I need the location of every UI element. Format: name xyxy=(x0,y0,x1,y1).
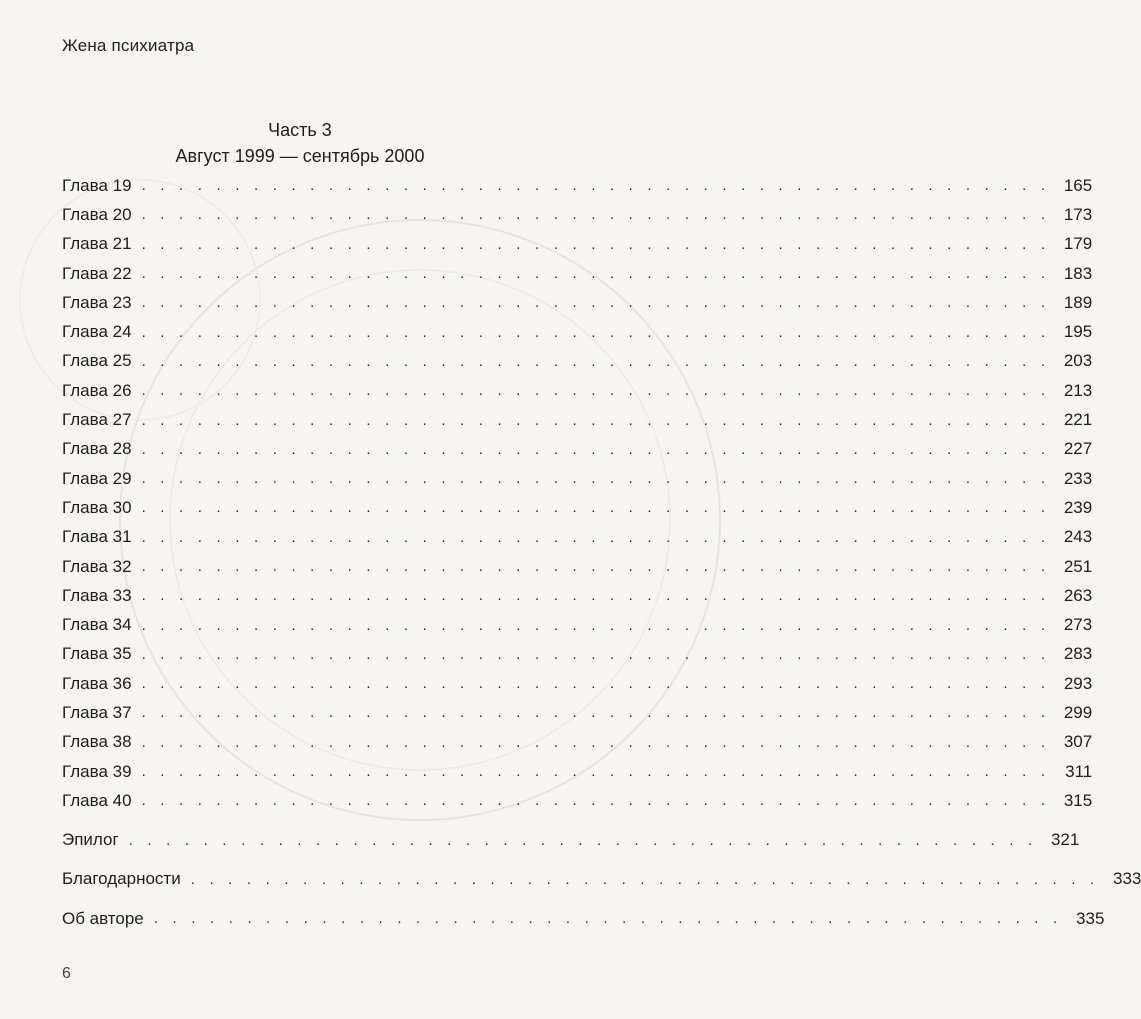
toc-dot-leader: . . . . . . . . . . . . . . . . . . . . . . . . . . . . . . . . . . . . . . . . . . . . . . . . . xyxy=(141,499,1051,517)
toc-dot-leader: . . . . . . . . . . . . . . . . . . . . . . . . . . . . . . . . . . . . . . . . . . . . . . . . . xyxy=(153,910,1063,928)
toc-entry-label: Глава 36 xyxy=(62,673,132,693)
toc-dot-leader: . . . . . . . . . . . . . . . . . . . . . . . . . . . . . . . . . . . . . . . . . . . . . . . . . xyxy=(141,177,1051,195)
toc-entry-label: Глава 19 xyxy=(62,175,132,195)
toc-entry-label: Глава 37 xyxy=(62,702,132,722)
toc-entry-label: Глава 35 xyxy=(62,644,132,664)
toc-page-number: 293 xyxy=(1063,673,1093,693)
toc-dot-leader: . . . . . . . . . . . . . . . . . . . . . . . . . . . . . . . . . . . . . . . . . . . . . . . . . xyxy=(141,235,1051,253)
toc-page-number: 321 xyxy=(1050,830,1080,850)
toc-entry-back-matter xyxy=(62,826,1080,855)
toc-entry-label: Глава 32 xyxy=(62,556,132,576)
toc-entry-label: Об авторе xyxy=(62,908,144,928)
page-number: 6 xyxy=(62,965,71,982)
toc-dot-leader: . . . . . . . . . . . . . . . . . . . . . . . . . . . . . . . . . . . . . . . . . . . . . . . . . xyxy=(141,411,1051,429)
toc-dot-leader: . . . . . . . . . . . . . . . . . . . . . . . . . . . . . . . . . . . . . . . . . . . . . . . . . xyxy=(141,645,1051,663)
toc-entry-chapter xyxy=(62,259,1093,288)
toc-page-number: 251 xyxy=(1063,556,1093,576)
toc-page-number: 333 xyxy=(1112,869,1141,889)
toc-dot-leader: . . . . . . . . . . . . . . . . . . . . . . . . . . . . . . . . . . . . . . . . . . . . . . . . . xyxy=(141,704,1051,722)
toc-page-number: 179 xyxy=(1063,234,1093,254)
table-of-contents xyxy=(62,171,1141,933)
part-date-range: Август 1999 — сентябрь 2000 xyxy=(175,146,425,166)
toc-entry-chapter xyxy=(62,669,1093,698)
toc-entry-chapter xyxy=(62,464,1093,493)
toc-page-number: 335 xyxy=(1076,908,1105,928)
toc-dot-leader: . . . . . . . . . . . . . . . . . . . . . . . . . . . . . . . . . . . . . . . . . . . . . . . . . xyxy=(141,587,1051,605)
toc-page-number: 311 xyxy=(1065,761,1093,781)
toc-entry-label: Глава 20 xyxy=(62,204,132,224)
toc-dot-leader: . . . . . . . . . . . . . . . . . . . . . . . . . . . . . . . . . . . . . . . . . . . . . . . . . xyxy=(141,792,1051,810)
toc-dot-leader: . . . . . . . . . . . . . . . . . . . . . . . . . . . . . . . . . . . . . . . . . . . . . . . . . xyxy=(141,675,1051,693)
toc-dot-leader: . . . . . . . . . . . . . . . . . . . . . . . . . . . . . . . . . . . . . . . . . . . . . . . . . xyxy=(141,294,1051,312)
toc-page-number: 273 xyxy=(1063,615,1093,635)
toc-entry-chapter xyxy=(62,523,1093,552)
toc-spacer xyxy=(62,894,535,904)
toc-dot-leader: . . . . . . . . . . . . . . . . . . . . . . . . . . . . . . . . . . . . . . . . . . . . . . . . . xyxy=(141,763,1051,781)
toc-entry-label: Глава 34 xyxy=(62,615,132,635)
running-head: Жена психиатра xyxy=(62,36,195,55)
toc-entry-chapter xyxy=(62,435,1093,464)
toc-entry-label: Глава 28 xyxy=(62,439,132,459)
toc-page-number: 173 xyxy=(1063,204,1093,224)
toc-page-number: 307 xyxy=(1063,732,1093,752)
toc-dot-leader: . . . . . . . . . . . . . . . . . . . . . . . . . . . . . . . . . . . . . . . . . . . . . . . . . xyxy=(141,470,1051,488)
toc-entry-label: Глава 33 xyxy=(62,585,132,605)
toc-entry-chapter xyxy=(62,230,1093,259)
toc-entry-label: Глава 31 xyxy=(62,527,132,547)
part-title: Часть 3 xyxy=(268,120,332,140)
toc-page-number: 221 xyxy=(1063,410,1093,430)
toc-entry-label: Глава 24 xyxy=(62,322,132,342)
toc-dot-leader: . . . . . . . . . . . . . . . . . . . . . . . . . . . . . . . . . . . . . . . . . . . . . . . . . xyxy=(141,558,1051,575)
toc-entry-chapter xyxy=(62,405,1093,434)
toc-spacer xyxy=(62,816,535,826)
toc-entry-label: Глава 30 xyxy=(62,497,132,517)
toc-page-number: 189 xyxy=(1063,292,1093,312)
toc-entry-back-matter xyxy=(62,865,1141,894)
toc-entry-label: Глава 25 xyxy=(62,351,132,371)
toc-dot-leader: . . . . . . . . . . . . . . . . . . . . . . . . . . . . . . . . . . . . . . . . . . . . . . . . . xyxy=(128,831,1038,849)
toc-entry-chapter xyxy=(62,610,1093,639)
toc-entry-label: Глава 21 xyxy=(62,234,132,254)
toc-dot-leader: . . . . . . . . . . . . . . . . . . . . . . . . . . . . . . . . . . . . . . . . . . . . . . . . . xyxy=(141,352,1051,370)
toc-dot-leader: . . . . . . . . . . . . . . . . . . . . . . . . . . . . . . . . . . . . . . . . . . . . . . . . . xyxy=(141,616,1051,634)
toc-entry-label: Глава 38 xyxy=(62,732,132,752)
toc-entry-back-matter xyxy=(62,904,1105,933)
toc-page-number: 243 xyxy=(1063,527,1093,547)
toc-entry-label: Глава 40 xyxy=(62,790,132,810)
toc-dot-leader: . . . . . . . . . . . . . . . . . . . . . . . . . . . . . . . . . . . . . . . . . . . . . . . . . xyxy=(190,870,1100,888)
toc-spacer xyxy=(62,855,535,865)
toc-entry-label: Глава 23 xyxy=(62,292,132,312)
toc-entry-label: Благодарности xyxy=(62,869,181,889)
toc-dot-leader: . . . . . . . . . . . . . . . . . . . . . . . . . . . . . . . . . . . . . . . . . . . . . . . . . xyxy=(141,733,1051,751)
toc-entry-label: Глава 29 xyxy=(62,468,132,488)
toc-page-number: 315 xyxy=(1063,790,1093,810)
toc-entry-chapter xyxy=(62,493,1093,522)
toc-dot-leader: . . . . . . . . . . . . . . . . . . . . . . . . . . . . . . . . . . . . . . . . . . . . . . . . . xyxy=(141,206,1051,224)
toc-entry-chapter xyxy=(62,640,1093,669)
toc-entry-chapter xyxy=(62,376,1093,405)
toc-entry-label: Глава 26 xyxy=(62,380,132,400)
toc-page-number: 165 xyxy=(1063,175,1093,195)
toc-page-number: 239 xyxy=(1063,497,1093,517)
toc-entry-chapter xyxy=(62,171,1093,200)
toc-page-number: 203 xyxy=(1063,351,1093,371)
toc-entry-label: Глава 22 xyxy=(62,263,132,283)
toc-entry-chapter xyxy=(62,317,1093,346)
toc-entry-label: Глава 27 xyxy=(62,410,132,430)
toc-dot-leader: . . . . . . . . . . . . . . . . . . . . . . . . . . . . . . . . . . . . . . . . . . . . . . . . . xyxy=(141,265,1051,283)
toc-page-number: 283 xyxy=(1063,644,1093,664)
toc-dot-leader: . . . . . . . . . . . . . . . . . . . . . . . . . . . . . . . . . . . . . . . . . . . . . . . . . xyxy=(141,382,1051,400)
toc-page-number: 183 xyxy=(1063,263,1093,283)
toc-entry-chapter xyxy=(62,757,1093,786)
toc-page-number: 213 xyxy=(1063,380,1093,400)
toc-entry-label: Эпилог xyxy=(62,830,119,850)
toc-entry-chapter xyxy=(62,200,1093,229)
toc-page-number: 195 xyxy=(1063,322,1093,342)
toc-entry-chapter xyxy=(62,786,1093,815)
toc-entry-chapter xyxy=(62,581,1093,610)
toc-entry-chapter xyxy=(62,728,1093,757)
toc-dot-leader: . . . . . . . . . . . . . . . . . . . . . . . . . . . . . . . . . . . . . . . . . . . . . . . . . xyxy=(141,528,1051,546)
toc-entry-chapter xyxy=(62,552,1093,581)
part-heading xyxy=(0,117,600,169)
toc-entry-label: Глава 39 xyxy=(62,761,132,781)
toc-entry-chapter xyxy=(62,288,1093,317)
toc-entry-chapter xyxy=(62,698,1093,727)
toc-page-number: 263 xyxy=(1063,585,1093,605)
toc-page-number: 299 xyxy=(1063,702,1093,722)
toc-page-number: 227 xyxy=(1063,439,1093,459)
toc-page-number: 233 xyxy=(1063,468,1093,488)
toc-dot-leader: . . . . . . . . . . . . . . . . . . . . . . . . . . . . . . . . . . . . . . . . . . . . . . . . . xyxy=(141,323,1051,341)
toc-dot-leader: . . . . . . . . . . . . . . . . . . . . . . . . . . . . . . . . . . . . . . . . . . . . . . . . . xyxy=(141,440,1051,458)
toc-entry-chapter xyxy=(62,347,1093,376)
